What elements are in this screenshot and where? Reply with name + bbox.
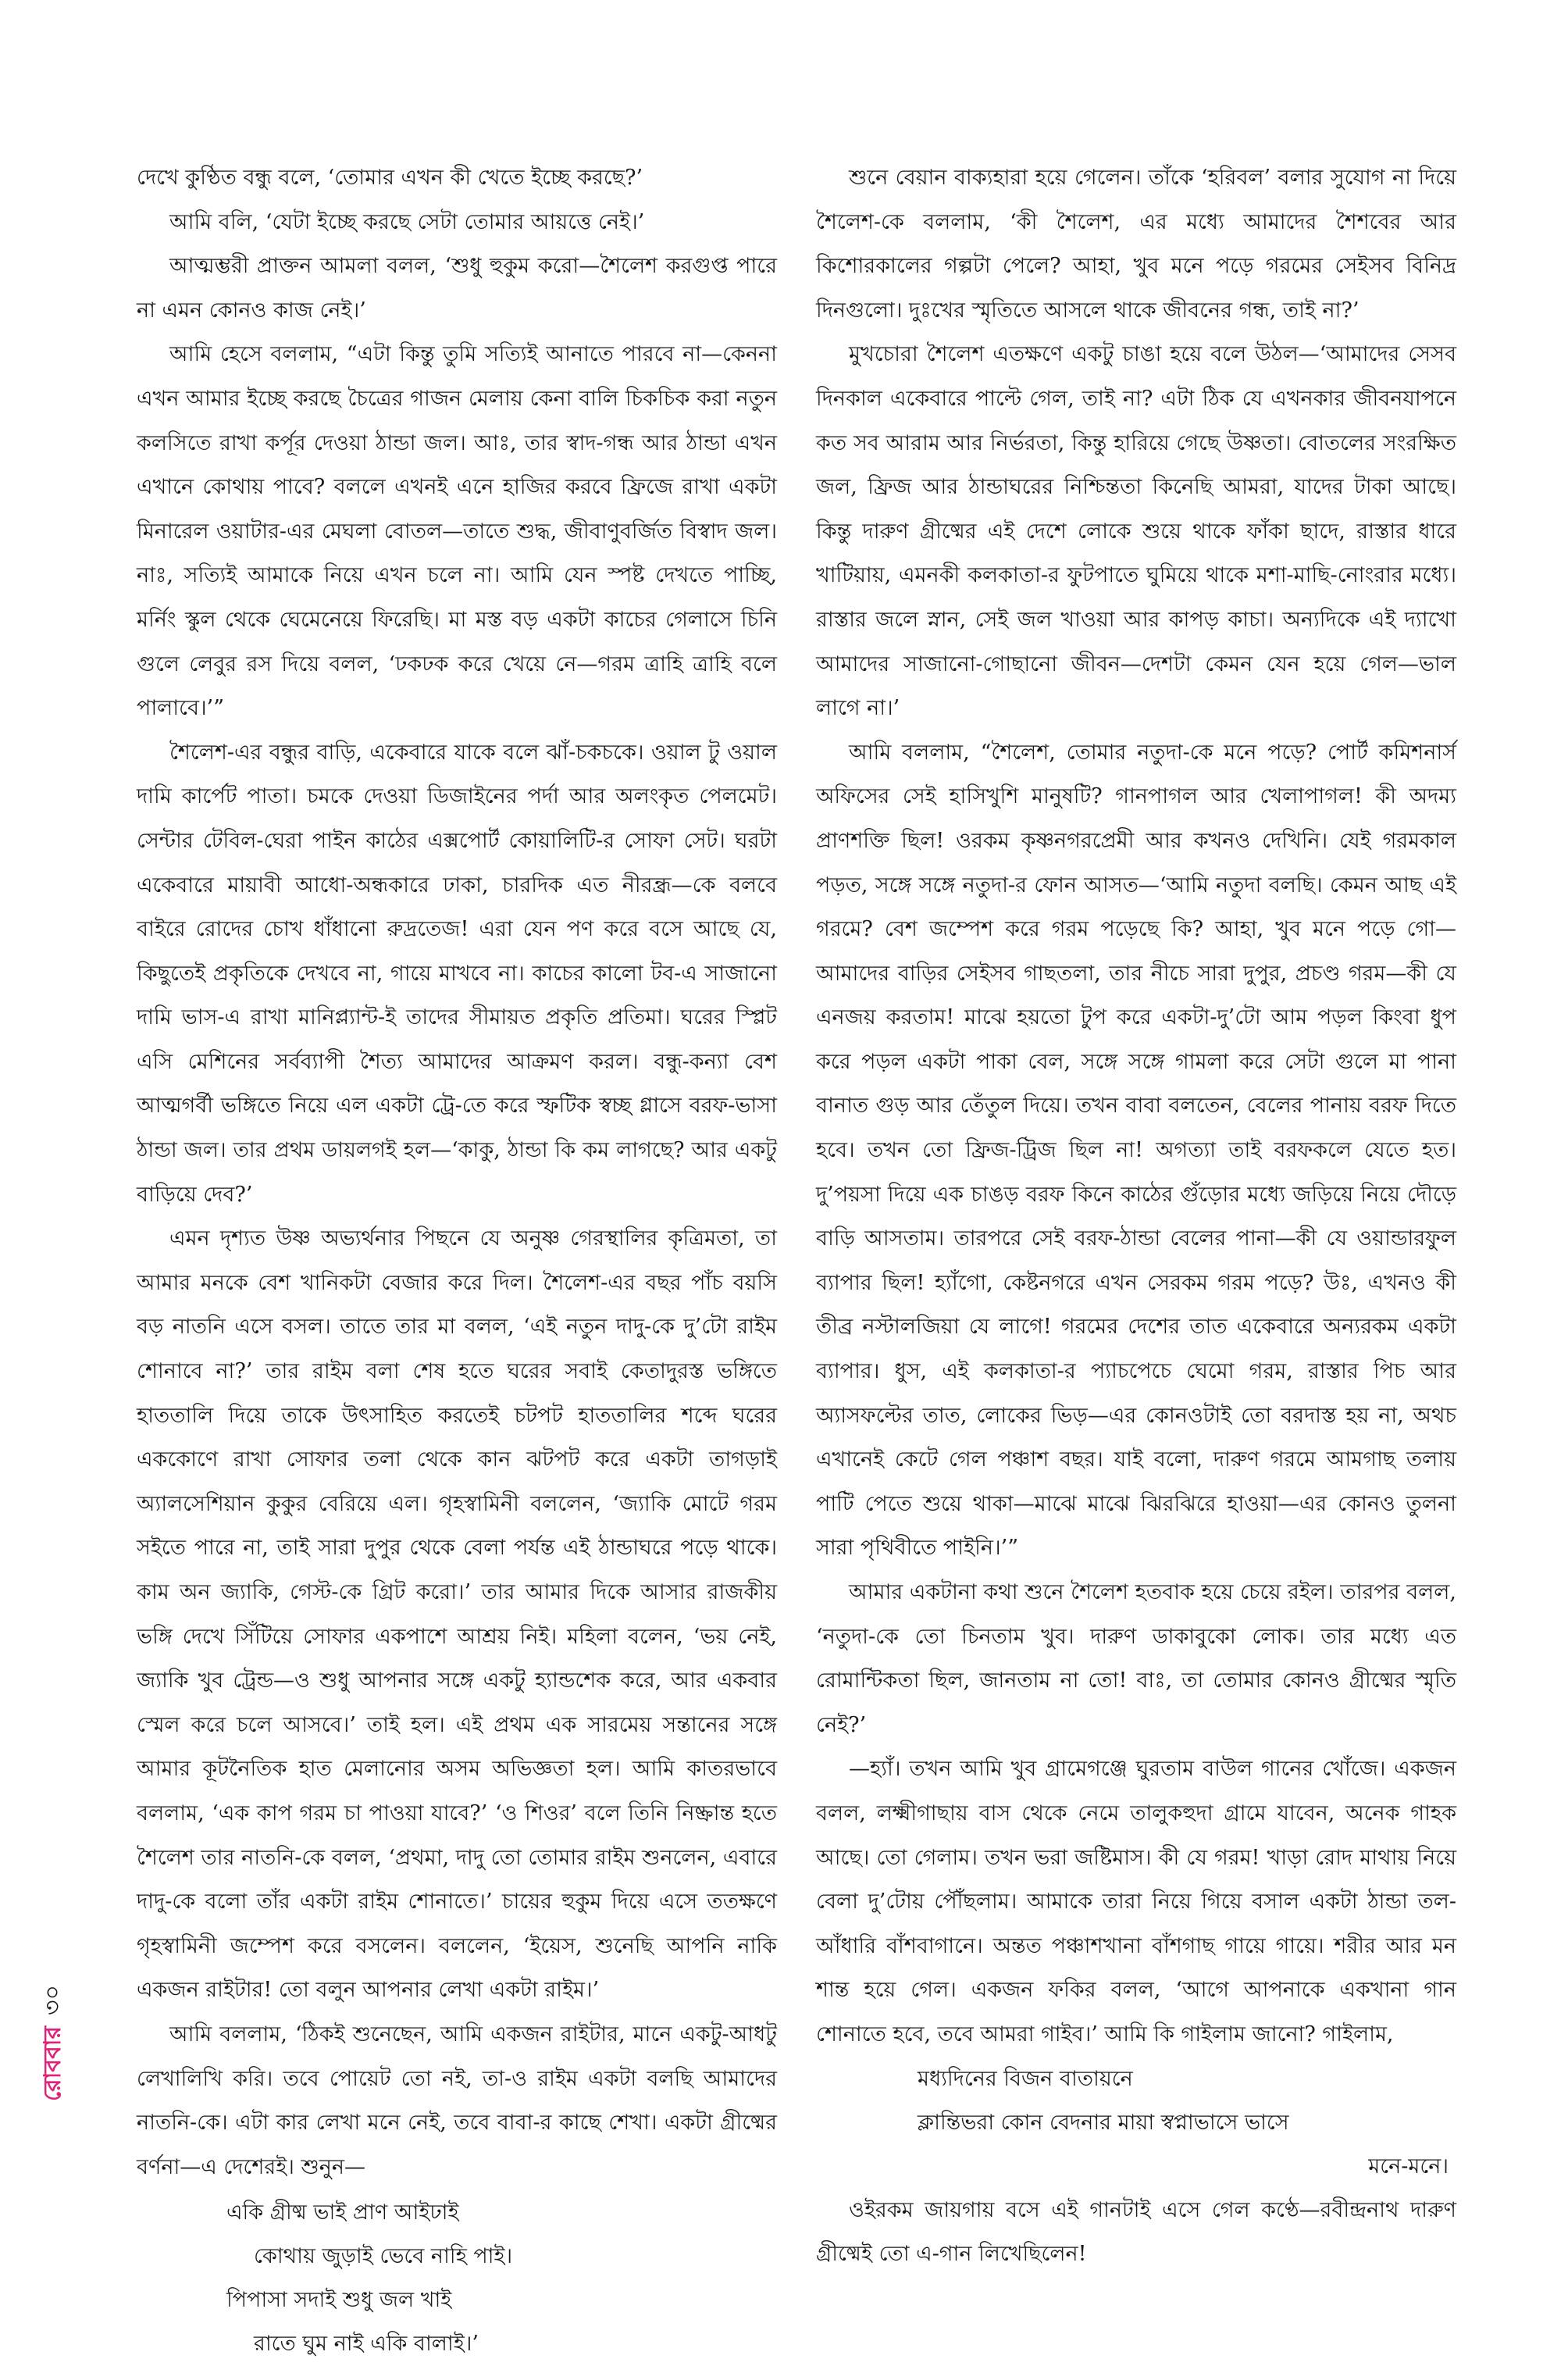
paragraph: ওইরকম জায়গায় বসে এই গানটাই এসে গেল কণ্ঠে—রবীন্দ্রনাথ দারুণ গ্রীষ্মেই তো এ-গান লিখেছিলেন! — [816, 2197, 1456, 2267]
right-column — [816, 156, 1456, 2277]
paragraph: আত্মম্ভরী প্রাক্তন আমলা বলল, ‘শুধু হুকুম করো—শৈলেশ করগুপ্ত পারে না এমন কোনও কাজ নেই।’ — [137, 254, 777, 323]
paragraph: আমি বললাম, “শৈলেশ, তোমার নতুদা-কে মনে পড়ে? পোর্ট কমিশনার্স অফিসের সেই হাসিখুশি মানুষটি? গানপাগল আর খেলাপাগল! কী অদম্য প্রাণশক্তি ছিল! ওরকম কৃষ্ণনগরপ্রেমী আর কখনও দেখিনি। যেই গরমকাল পড়ত, সঙ্গে সঙ্গে নতুদা-র ফোন আসত—‘আমি নতুদা বলছি। কেমন আছ এই গরমে? বেশ জম্পেশ করে গরম পড়েছে কি? আহা, খুব মনে পড়ে গো—আমাদের বাড়ির সেইসব গাছতলা, তার নীচে সারা দুপুর, প্রচণ্ড গরম—কী যে এনজয় করতাম! মাঝে হয়তো টুপ করে একটা-দু’টো আম পড়ল কিংবা ধুপ করে পড়ল একটা পাকা বেল, সঙ্গে সঙ্গে গামলা করে সেটা গুলে মা পানা বানাত গুড় আর তেঁতুল দিয়ে। তখন বাবা বলতেন, বেলের পানায় বরফ দিতে হবে। তখন তো ফ্রিজ-ট্রিজ ছিল না! অগত্যা তাই বরফকলে যেতে হত। দু’পয়সা দিয়ে এক চাঙড় বরফ কিনে কাঠের গুঁড়োর মধ্যে জড়িয়ে নিয়ে দৌড়ে বাড়ি আসতাম। তারপরে সেই বরফ-ঠান্ডা বেলের পানা—কী যে ওয়ান্ডারফুল ব্যাপার ছিল! হ্যাঁগো, কেষ্টনগরে এখন সেরকম গরম পড়ে? উঃ, এখনও কী তীব্র নস্টালজিয়া যে লাগে! গরমের দেশের তাত একেবারে অন্যরকম একটা ব্যাপার। ধুস, এই কলকাতা-র প্যাচপেচে ঘেমো গরম, রাস্তার পিচ আর অ্যাসফল্টের তাত, লোকের ভিড়—এর কোনওটাই তো বরদাস্ত হয় না, অথচ এখানেই কেটে গেল পঞ্চাশ বছর। যাই বলো, দারুণ গরমে আমগাছ তলায় পাটি পেতে শুয়ে থাকা—মাঝে মাঝে ঝিরঝিরে হাওয়া—এর কোনও তুলনা সারা পৃথিবীতে পাইনি।’” — [816, 740, 1456, 1561]
poem-line: রাতে ঘুম নাই একি বালাই।’ — [254, 2332, 479, 2357]
poem-line: পিপাসা সদাই শুধু জল খাই — [226, 2288, 452, 2313]
poem-line: কোথায় জুড়াই ভেবে নাহি পাই। — [254, 2244, 513, 2269]
magazine-name: রোববার — [39, 2026, 66, 2101]
paragraph: দেখে কুণ্ঠিত বন্ধু বলে, ‘তোমার এখন কী খেতে ইচ্ছে করছে?’ — [137, 166, 643, 190]
paragraph: এমন দৃশ্যত উষ্ণ অভ্যর্থনার পিছনে যে অনুষ্ণ গেরস্থালির কৃত্রিমতা, তা আমার মনকে বেশ খানিকটা বেজার করে দিল। শৈলেশ-এর বছর পাঁচ বয়সি বড় নাতনি এসে বসল। তাতে তার মা বলল, ‘এই নতুন দাদু-কে দু’টো রাইম শোনাবে না?’ তার রাইম বলা শেষ হতে ঘরের সবাই কেতাদুরস্ত ভঙ্গিতে হাততালি দিয়ে তাকে উৎসাহিত করতেই চটপট হাততালির শব্দে ঘরের এককোণে রাখা সোফার তলা থেকে কান ঝটপট করে একটা তাগড়াই অ্যালসেশিয়ান কুকুর বেরিয়ে এল। গৃহস্বামিনী বললেন, ‘জ্যাকি মোটে গরম সইতে পারে না, তাই সারা দুপুর থেকে বেলা পর্যন্ত এই ঠান্ডাঘরে পড়ে থাকে। কাম অন জ্যাকি, গেস্ট-কে গ্রিট করো।’ তার আমার দিকে আসার রাজকীয় ভঙ্গি দেখে সিঁটিয়ে সোফার একপাশে আশ্রয় নিই। মহিলা বলেন, ‘ভয় নেই, জ্যাকি খুব ট্রেন্ড—ও শুধু আপনার সঙ্গে একটু হ্যান্ডশেক করে, আর একবার স্মেল করে চলে আসবে।’ তাই হল। এই প্রথম এক সারমেয় সন্তানের সঙ্গে আমার কূটনৈতিক হাত মেলানোর অসম অভিজ্ঞতা হল। আমি কাতরভাবে বললাম, ‘এক কাপ গরম চা পাওয়া যাবে?’ ‘ও শিওর’ বলে তিনি নিষ্ক্রান্ত হতে শৈলেশ তার নাতনি-কে বলল, ‘প্রথমা, দাদু তো তোমার রাইম শুনলেন, এবারে দাদু-কে বলো তাঁর একটা রাইম শোনাতে।’ চায়ের হুকুম দিয়ে এসে ততক্ষণে গৃহস্বামিনী জম্পেশ করে বসলেন। বললেন, ‘ইয়েস, শুনেছি আপনি নাকি একজন রাইটার! তো বলুন আপনার লেখা একটা রাইম।’ — [137, 1226, 777, 2003]
paragraph: মুখচোরা শৈলেশ এতক্ষণে একটু চাঙা হয়ে বলে উঠল—‘আমাদের সেসব দিনকাল একেবারে পাল্টে গেল, তাই না? এটা ঠিক যে এখনকার জীবনযাপনে কত সব আরাম আর নির্ভরতা, কিন্তু হারিয়ে গেছে উষ্ণতা। বোতলের সংরক্ষিত জল, ফ্রিজ আর ঠান্ডাঘরের নিশ্চিন্ততা কিনেছি আমরা, যাদের টাকা আছে। কিন্তু দারুণ গ্রীষ্মের এই দেশে লোকে শুয়ে থাকে ফাঁকা ছাদে, রাস্তার ধারে খাটিয়ায়, এমনকী কলকাতা-র ফুটপাতে ঘুমিয়ে থাকে মশা-মাছি-নোংরার মধ্যে। রাস্তার জলে স্নান, সেই জল খাওয়া আর কাপড় কাচা। অন্যদিকে এই দ্যাখো আমাদের সাজানো-গোছানো জীবন—দেশটা কেমন যেন হয়ে গেল—ভাল লাগে না।’ — [816, 342, 1456, 721]
paragraph: আমি বললাম, ‘ঠিকই শুনেছেন, আমি একজন রাইটার, মানে একটু-আধটু লেখালিখি করি। তবে পোয়েট তো নই, তা-ও রাইম একটা বলছি আমাদের নাতনি-কে। এটা কার লেখা মনে নেই, তবে বাবা-র কাছে শেখা। একটা গ্রীষ্মের বর্ণনা—এ দেশেরই। শুনুন— — [137, 2022, 777, 2179]
page-number: ৩০ — [39, 1985, 66, 2016]
song-line: ক্লান্তিভরা কোন বেদনার মায়া স্বপ্নাভাসে ভাসে — [918, 2110, 1289, 2135]
song-lyrics — [816, 2057, 1456, 2189]
left-column — [137, 156, 777, 2366]
paragraph: —হ্যাঁ। তখন আমি খুব গ্রামেগঞ্জে ঘুরতাম বাউল গানের খোঁজে। একজন বলল, লক্ষ্মীগাছায় বাস থেকে নেমে তালুকহুদা গ্রামে যাবেন, অনেক গাহক আছে। তো গেলাম। তখন ভরা জষ্টিমাস। কী যে গরম! খাড়া রোদ মাথায় নিয়ে বেলা দু’টোয় পৌঁছলাম। আমাকে তারা নিয়ে গিয়ে বসাল একটা ঠান্ডা তল-আঁধারি বাঁশবাগানে। অন্তত পঞ্চাশখানা বাঁশগাছ গায়ে গায়ে। শরীর আর মন শান্ত হয়ে গেল। একজন ফকির বলল, ‘আগে আপনাকে একখানা গান শোনাতে হবে, তবে আমরা গাইব।’ আমি কি গাইলাম জানো? গাইলাম, — [816, 1757, 1456, 2047]
paragraph: আমার একটানা কথা শুনে শৈলেশ হতবাক হয়ে চেয়ে রইল। তারপর বলল, ‘নতুদা-কে তো চিনতাম খুব। দারুণ ডাকাবুকো লোক। তার মধ্যে এত রোমান্টিকতা ছিল, জানতাম না তো! বাঃ, তা তোমার কোনও গ্রীষ্মের স্মৃতি নেই?’ — [816, 1580, 1456, 1737]
page-footer — [30, 1867, 77, 2101]
paragraph: আমি হেসে বললাম, “এটা কিন্তু তুমি সত্যিই আনাতে পারবে না—কেননা এখন আমার ইচ্ছে করছে চৈত্রের গাজন মেলায় কেনা বালি চিকচিক করা নতুন কলসিতে রাখা কর্পূর দেওয়া ঠান্ডা জল। আঃ, তার স্বাদ-গন্ধ আর ঠান্ডা এখন এখানে কোথায় পাবে? বললে এখনই এনে হাজির করবে ফ্রিজে রাখা একটা মিনারেল ওয়াটার-এর মেঘলা বোতল—তাতে শুদ্ধ, জীবাণুবর্জিত বিস্বাদ জল। নাঃ, সত্যিই আমাকে নিয়ে এখন চলে না। আমি যেন স্পষ্ট দেখতে পাচ্ছি, মর্নিং স্কুল থেকে ঘেমেনেয়ে ফিরেছি। মা মস্ত বড় একটা কাচের গেলাসে চিনি গুলে লেবুর রস দিয়ে বলল, ‘ঢকঢক করে খেয়ে নে—গরম ত্রাহি ত্রাহি বলে পালাবে।’” — [137, 342, 777, 721]
paragraph: আমি বলি, ‘যেটা ইচ্ছে করছে সেটা তোমার আয়ত্তে নেই।’ — [169, 209, 645, 234]
rhyme-poem — [137, 2191, 777, 2366]
song-line: মনে-মনে। — [1368, 2154, 1449, 2179]
paragraph: শৈলেশ-এর বন্ধুর বাড়ি, একেবারে যাকে বলে ঝাঁ-চকচকে। ওয়াল টু ওয়াল দামি কার্পেট পাতা। চমকে দেওয়া ডিজাইনের পর্দা আর অলংকৃত পেলমেট। সেন্টার টেবিল-ঘেরা পাইন কাঠের এক্সপোর্ট কোয়ালিটি-র সোফা সেট। ঘরটা একেবারে মায়াবী আধো-অন্ধকারে ঢাকা, চারদিক এত নীরন্ধ্র—কে বলবে বাইরে রোদের চোখ ধাঁধানো রুদ্রতেজ! এরা যেন পণ করে বসে আছে যে, কিছুতেই প্রকৃতিকে দেখবে না, গায়ে মাখবে না। কাচের কালো টব-এ সাজানো দামি ভাস-এ রাখা মানিপ্ল্যান্ট-ই তাদের সীমায়ত প্রকৃতি প্রতিমা। ঘরের স্প্লিট এসি মেশিনের সর্বব্যাপী শৈত্য আমাদের আক্রমণ করল। বন্ধু-কন্যা বেশ আত্মগর্বী ভঙ্গিতে নিয়ে এল একটা ট্রে-তে করে স্ফটিক স্বচ্ছ গ্লাসে বরফ-ভাসা ঠান্ডা জল। তার প্রথম ডায়লগই হল—‘কাকু, ঠান্ডা কি কম লাগছে? আর একটু বাড়িয়ে দেব?’ — [137, 740, 777, 1207]
song-line: মধ্যদিনের বিজন বাতায়নে — [918, 2066, 1133, 2091]
paragraph: শুনে বেয়ান বাক্যহারা হয়ে গেলেন। তাঁকে ‘হরিবল’ বলার সুযোগ না দিয়ে শৈলেশ-কে বললাম, ‘কী শৈলেশ, এর মধ্যে আমাদের শৈশবের আর কিশোরকালের গল্পটা পেলে? আহা, খুব মনে পড়ে গরমের সেইসব বিনিদ্র দিনগুলো। দুঃখের স্মৃতিতে আসলে থাকে জীবনের গন্ধ, তাই না?’ — [816, 166, 1456, 323]
poem-line: একি গ্রীষ্ম ভাই প্রাণ আইঢাই — [226, 2200, 459, 2225]
